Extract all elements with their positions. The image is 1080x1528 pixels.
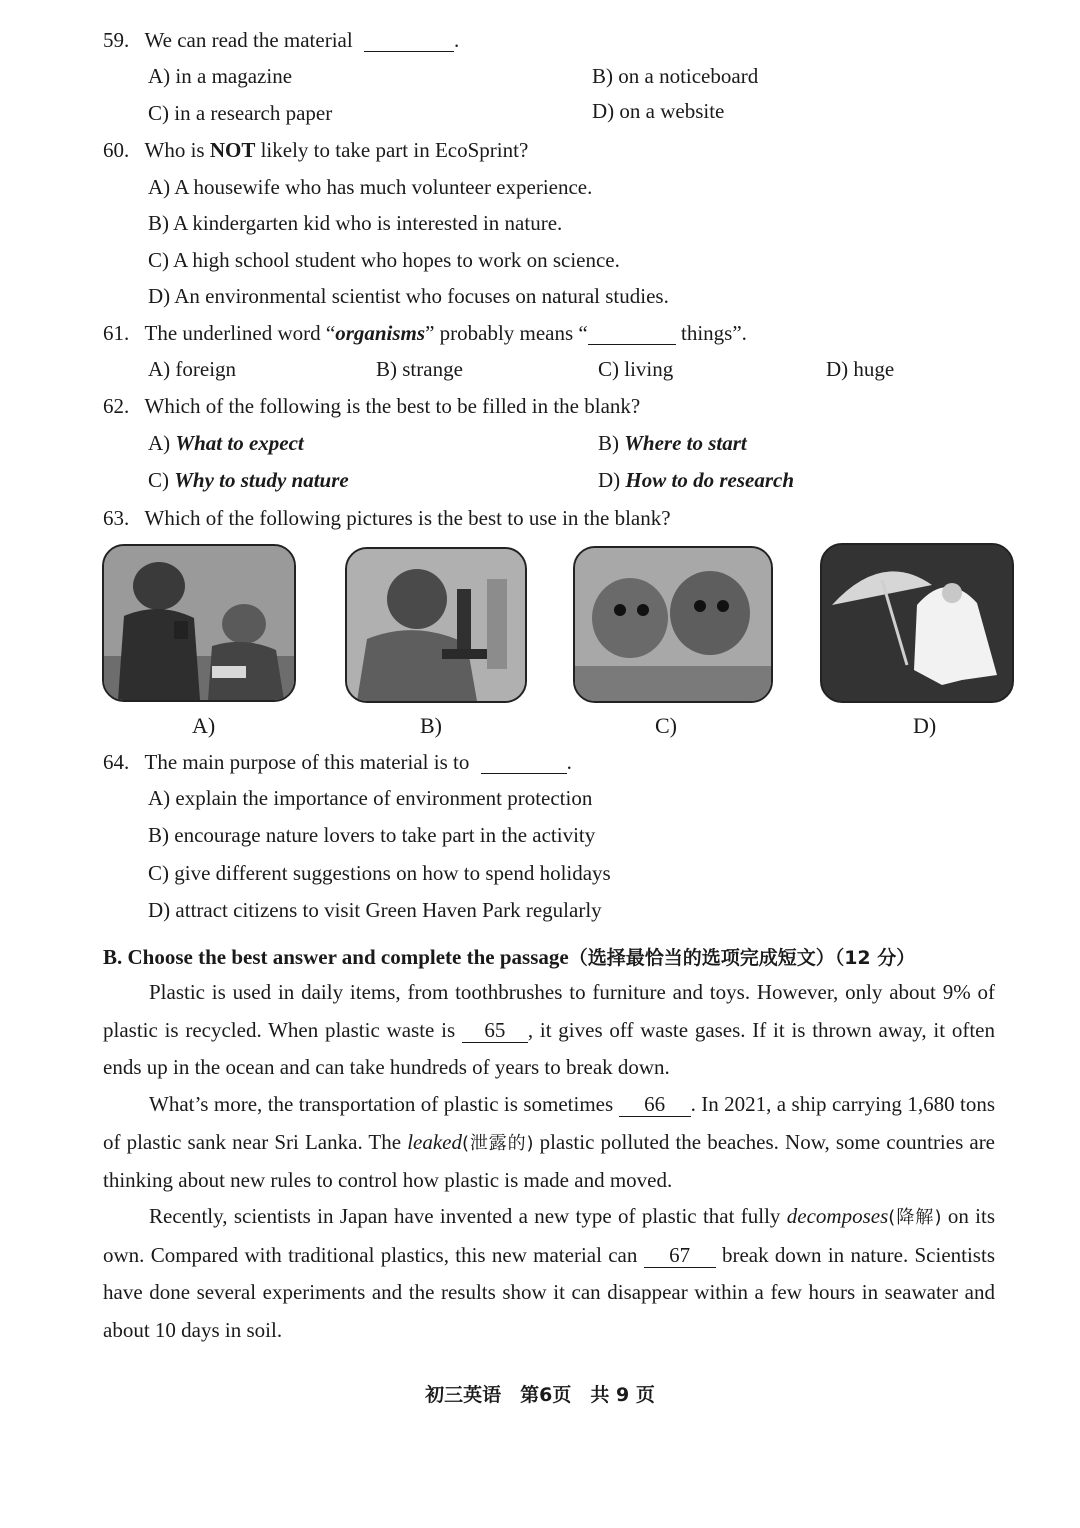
option-61a[interactable]: A) foreign (148, 357, 237, 381)
question-stem-mid: ” probably means “ (425, 321, 588, 345)
question-63 (103, 508, 671, 529)
question-number: 64. (103, 750, 130, 774)
option-60c[interactable]: C) A high school student who hopes to work on science. (148, 248, 620, 272)
passage-paragraph-3 (103, 1198, 995, 1349)
passage-text: . In 2021, a ship carrying 1,680 tons of plastic sank near Sri Lanka. The (103, 1092, 995, 1154)
question-stem-post: things”. (675, 321, 747, 345)
passage-paragraph-2 (103, 1086, 995, 1200)
picture-a-image[interactable] (102, 544, 296, 702)
blank-67[interactable]: 67 (644, 1244, 716, 1268)
option-text: What to expect (175, 431, 304, 455)
section-heading-text: B. Choose the best answer and complete the passage (103, 945, 569, 969)
question-61 (103, 323, 747, 345)
people-outdoors-illustration (104, 546, 294, 700)
answer-blank (481, 752, 567, 774)
glossed-word: leaked (407, 1129, 462, 1154)
picture-a-label: A) (192, 713, 216, 738)
answer-blank (364, 30, 454, 52)
glossed-word: decomposes (786, 1204, 889, 1228)
passage-paragraph-1 (103, 974, 995, 1087)
section-heading-cn: （选择最恰当的选项完成短文）（12 分） (568, 947, 916, 969)
question-end: . (566, 750, 572, 774)
option-60a[interactable]: A) A housewife who has much volunteer experience. (148, 175, 593, 199)
passage-text: break down in nature. Scientists have done several experiments and the results show it can disappear within a few hours in seawater and about 10 days in soil. (103, 1242, 995, 1342)
question-number: 60. (103, 138, 130, 162)
option-64b[interactable]: B) encourage nature lovers to take part in the activity (148, 823, 596, 847)
option-59b[interactable]: B) on a noticeboard (592, 64, 759, 88)
question-stem: Which of the following is the best to be filled in the blank? (144, 394, 641, 418)
question-stem-post: likely to take part in EcoSprint? (255, 138, 529, 162)
option-61b[interactable]: B) strange (376, 357, 463, 381)
scientist-microscope-illustration (347, 549, 525, 701)
picture-b-label: B) (420, 713, 442, 738)
option-64c[interactable]: C) give different suggestions on how to spend holidays (148, 861, 611, 885)
option-60b[interactable]: B) A kindergarten kid who is interested in nature. (148, 211, 563, 235)
option-62b[interactable] (598, 433, 747, 454)
passage-text: , it gives off waste gases. If it is thrown away, it often ends up in the ocean and can take hundreds of years to break down. (103, 1017, 995, 1079)
question-stem: We can read the material (144, 28, 353, 52)
answer-blank (588, 323, 676, 345)
option-59a[interactable]: A) in a magazine (148, 64, 293, 88)
gloss-cn: (泄露的) (462, 1132, 534, 1154)
picture-c-image[interactable] (573, 546, 773, 703)
blank-65[interactable]: 65 (462, 1019, 528, 1043)
option-text: Why to study nature (174, 468, 349, 492)
passage-text: Recently, scientists in Japan have invented a new type of plastic that fully (149, 1204, 787, 1228)
option-59c[interactable]: C) in a research paper (148, 101, 333, 125)
question-62 (103, 396, 640, 417)
option-62a[interactable] (148, 433, 304, 454)
picture-b-image[interactable] (345, 547, 527, 703)
option-62c[interactable] (148, 470, 349, 491)
two-dogs-illustration (575, 548, 771, 701)
question-60 (103, 140, 528, 161)
question-number: 59. (103, 28, 130, 52)
section-b-heading (103, 943, 915, 970)
passage-text: on its own. Compared with traditional plastics, this new material can (103, 1204, 996, 1267)
option-letter: A) (148, 431, 176, 455)
option-letter: B) (598, 431, 625, 455)
question-number: 61. (103, 321, 130, 345)
option-60d[interactable]: D) An environmental scientist who focuses on natural studies. (148, 284, 669, 308)
passage-text: Plastic is used in daily items, from toothbrushes to furniture and toys. However, only about 9% of plastic is recycled. When plastic waste is (103, 980, 995, 1042)
option-59d[interactable]: D) on a website (592, 99, 725, 123)
question-64 (103, 752, 572, 774)
passage-text: What’s more, the transportation of plastic is sometimes (149, 1092, 619, 1116)
question-number: 62. (103, 394, 130, 418)
page-footer: 初三英语 第6页 共 9 页 (425, 1384, 655, 1406)
question-stem-pre: The underlined word “ (144, 321, 336, 345)
option-64d[interactable]: D) attract citizens to visit Green Haven Park regularly (148, 898, 602, 922)
picture-c-label: C) (655, 713, 677, 738)
blank-66[interactable]: 66 (619, 1093, 691, 1117)
passage-text: plastic polluted the beaches. Now, some countries are thinking about new rules to control how plastic is made and moved. (103, 1129, 996, 1192)
gloss-cn: (降解) (888, 1207, 942, 1228)
umbrella-raincoat-illustration (822, 545, 1012, 701)
question-stem: Which of the following pictures is the best to use in the blank? (144, 506, 671, 530)
option-61c[interactable]: C) living (598, 357, 674, 381)
option-letter: C) (148, 468, 175, 492)
question-stem-pre: Who is (144, 138, 210, 162)
question-59 (103, 30, 459, 52)
question-number: 63. (103, 506, 130, 530)
option-61d[interactable]: D) huge (826, 357, 895, 381)
option-letter: D) (598, 468, 626, 492)
question-stem-emphasis: NOT (209, 138, 256, 162)
question-end: . (453, 28, 460, 52)
option-64a[interactable]: A) explain the importance of environment protection (148, 786, 593, 810)
picture-d-label: D) (913, 713, 937, 738)
question-stem: The main purpose of this material is to (144, 750, 470, 774)
option-text: How to do research (625, 468, 795, 492)
picture-d-image[interactable] (820, 543, 1014, 703)
option-text: Where to start (624, 431, 747, 455)
option-62d[interactable] (598, 470, 794, 491)
underlined-word: organisms (335, 321, 426, 345)
